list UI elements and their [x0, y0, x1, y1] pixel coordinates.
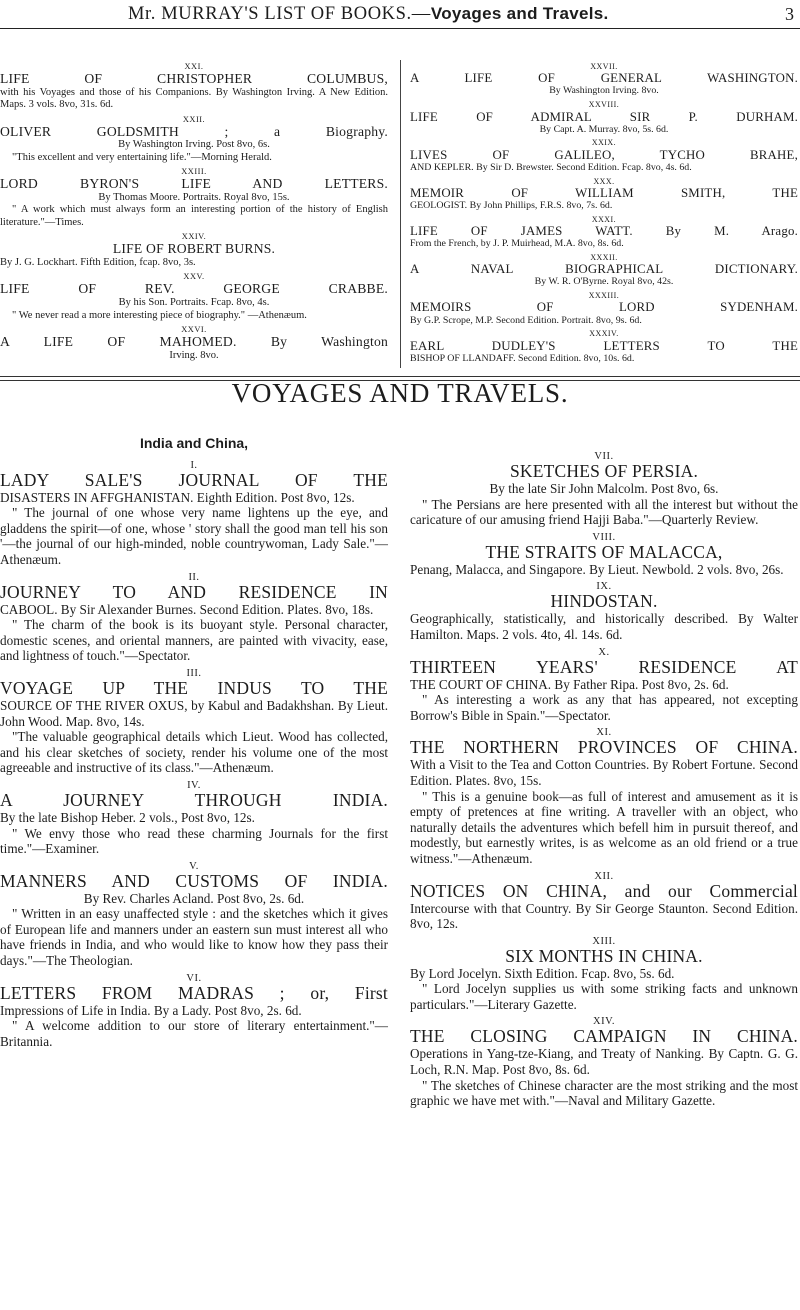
- entry-title: SIX MONTHS IN CHINA.: [505, 945, 703, 966]
- entry-title: THE NORTHERN PROVINCES OF CHINA.: [410, 737, 798, 758]
- entry-title: LADY SALE'S JOURNAL OF THE: [0, 469, 388, 490]
- catalogue-entry: [410, 581, 798, 642]
- entry-title: LIFE OF ADMIRAL SIR P. DURHAM.: [410, 109, 798, 124]
- entry-title: A LIFE OF GENERAL WASHINGTON.: [410, 71, 798, 86]
- entry-review-quote: " A welcome addition to our store of literary entertainment."—Britannia.: [0, 1018, 388, 1049]
- entry-details: DISASTERS IN AFFGHANISTAN. Eighth Edition. Post 8vo, 12s.: [0, 489, 355, 505]
- section-rule: [0, 376, 800, 377]
- entry-numeral: XIII.: [592, 935, 616, 947]
- column-divider: [400, 60, 401, 368]
- catalogue-entry: [410, 330, 798, 364]
- catalogue-entry: [410, 292, 798, 326]
- entry-numeral: VIII.: [592, 531, 616, 543]
- entry-numeral: VII.: [594, 451, 614, 462]
- entry-details: With a Visit to the Tea and Cotton Countries. By Robert Fortune. Second Edition. Plates. 8vo, 15s.: [410, 757, 798, 788]
- catalogue-entry: [410, 1016, 798, 1108]
- biography-column-left: [0, 60, 392, 366]
- entry-title: THE CLOSING CAMPAIGN IN CHINA.: [410, 1026, 798, 1047]
- entry-title: MEMOIR OF WILLIAM SMITH, THE: [410, 185, 798, 200]
- entry-details: SOURCE OF THE RIVER OXUS, by Kabul and Badakhshan. By Lieut. John Wood. Map. 8vo, 14s.: [0, 697, 388, 729]
- entry-title: A LIFE OF MAHOMED. By Washington: [0, 333, 388, 349]
- entry-numeral: XI.: [596, 727, 612, 739]
- entry-title: THE STRAITS OF MALACCA,: [485, 541, 723, 562]
- entry-details: By the late Bishop Heber. 2 vols., Post 8vo, 12s.: [0, 809, 255, 825]
- entry-details: CABOOL. By Sir Alexander Burnes. Second Edition. Plates. 8vo, 18s.: [0, 601, 374, 617]
- catalogue-entry: [410, 871, 798, 932]
- entry-title: LIFE OF CHRISTOPHER COLUMBUS,: [0, 70, 388, 86]
- running-title: [128, 4, 609, 25]
- entry-review-quote: " A work which must always form an interesting portion of the history of English literature."—Times.: [0, 204, 388, 228]
- entry-details: By G.P. Scrope, M.P. Second Edition. Portrait. 8vo, 9s. 6d.: [410, 314, 642, 326]
- entry-numeral: XII.: [594, 870, 614, 882]
- entry-title: HINDOSTAN.: [550, 591, 658, 612]
- entry-title: LORD BYRON'S LIFE AND LETTERS.: [0, 176, 388, 192]
- catalogue-entry: [410, 936, 798, 1013]
- entry-numeral: XXXIV.: [589, 329, 619, 339]
- entry-review-quote: " We never read a more interesting piece of biography." —Athenæum.: [12, 309, 307, 321]
- entry-details: THE COURT OF CHINA. By Father Ripa. Post 8vo, 2s. 6d.: [410, 676, 729, 692]
- catalogue-entry: [410, 178, 798, 212]
- entry-numeral: II.: [188, 571, 200, 583]
- entry-title: LIFE OF ROBERT BURNS.: [112, 241, 276, 257]
- entry-numeral: XXIV.: [181, 232, 207, 242]
- entry-numeral: XXIX.: [591, 138, 617, 148]
- entry-numeral: IX.: [596, 581, 612, 593]
- catalogue-entry: [410, 727, 798, 866]
- catalogue-entry: [410, 139, 798, 173]
- catalogue-entry: [410, 532, 798, 578]
- catalogue-entry: [410, 216, 798, 250]
- entry-details: Impressions of Life in India. By a Lady. Post 8vo, 2s. 6d.: [0, 1002, 302, 1018]
- entry-numeral: XXVIII.: [588, 100, 620, 110]
- catalogue-entry: [0, 973, 388, 1050]
- entry-numeral: XXXII.: [590, 252, 618, 262]
- catalogue-entry: [0, 780, 388, 857]
- catalogue-entry: [410, 647, 798, 724]
- section-heading: VOYAGES AND TRAVELS.: [231, 378, 569, 408]
- catalogue-entry: [0, 273, 388, 322]
- entry-title: SKETCHES OF PERSIA.: [509, 461, 699, 481]
- entry-review-quote: " The sketches of Chinese character are the most striking and the most graphic we have met with."—Naval and Military Gazette.: [410, 1077, 798, 1109]
- section-label: Voyages and Travels.: [430, 4, 609, 23]
- entry-numeral: V.: [189, 860, 199, 872]
- entry-review-quote: "This excellent and very entertaining life."—Morning Herald.: [12, 151, 272, 163]
- entry-title: LIFE OF REV. GEORGE CRABBE.: [0, 281, 388, 297]
- entry-numeral: I.: [190, 459, 198, 471]
- entry-numeral: III.: [186, 667, 202, 679]
- entry-review-quote: " Written in an easy unaffected style : and the sketches which it gives of European life and manners under an eastern sun must interest all who have friends in India, and who would like to know how they pass their days."—The Theologian.: [0, 906, 388, 969]
- entry-details: By Washington Irving. Post 8vo, 6s.: [118, 139, 270, 151]
- sub-heading: India and China,: [139, 435, 249, 451]
- entry-details: From the French, by J. P. Muirhead, M.A. 8vo, 8s. 6d.: [410, 238, 624, 250]
- entry-details: By Washington Irving. 8vo.: [549, 85, 659, 97]
- entry-details: By the late Sir John Malcolm. Post 8vo, 6s.: [489, 481, 719, 496]
- entry-review-quote: " Lord Jocelyn supplies us with some striking facts and unknown particulars."—Literary Gazette.: [410, 981, 798, 1012]
- entry-details: By Rev. Charles Acland. Post 8vo, 2s. 6d.: [83, 890, 305, 906]
- entry-numeral: XXVII.: [590, 62, 618, 71]
- page-header: [0, 0, 800, 30]
- catalogue-entry: [0, 63, 388, 112]
- catalogue-entry: [0, 168, 388, 229]
- running-title-text: Mr. MURRAY'S LIST OF BOOKS.—: [128, 4, 431, 24]
- entry-numeral: XXI.: [184, 62, 204, 71]
- entry-review-quote: " This is a genuine book—as full of interest and amusement as it is empty of pretences at fine writing. A traveller with an object, who naturally details the adventures which befell him in pursuit thereof, and modestly, but earnestly writes, is as welcome as an old friend or a true witness."—Athenæum.: [410, 788, 798, 866]
- entry-title: MEMOIRS OF LORD SYDENHAM.: [410, 300, 798, 315]
- entry-details: GEOLOGIST. By John Phillips, F.R.S. 8vo, 7s. 6d.: [410, 200, 613, 211]
- entry-details: By Thomas Moore. Portraits. Royal 8vo, 15s.: [98, 192, 290, 204]
- catalogue-entry: [410, 63, 798, 97]
- entry-title: JOURNEY TO AND RESIDENCE IN: [0, 581, 388, 602]
- entry-details: By his Son. Portraits. Fcap. 8vo, 4s.: [118, 297, 270, 309]
- entry-title: A NAVAL BIOGRAPHICAL DICTIONARY.: [410, 262, 798, 277]
- catalogue-entry: [0, 460, 388, 568]
- catalogue-entry: [410, 451, 798, 528]
- entry-details: Intercourse with that Country. By Sir George Staunton. Second Edition. 8vo, 12s.: [410, 900, 798, 932]
- page-number: 3: [785, 4, 794, 24]
- entry-details: with his Voyages and those of his Companions. By Washington Irving. A New Edition. Maps. 3 vols. 8vo, 31s. 6d.: [0, 86, 388, 111]
- catalogue-entry: [0, 668, 388, 776]
- header-rule: [0, 28, 800, 29]
- entry-review-quote: " The Persians are here presented with all the interest but without the caricature of our amusing friend Hajji Baba."—Quarterly Review.: [410, 496, 798, 528]
- entry-review-quote: " We envy those who read these charming Journals for the first time."—Examiner.: [0, 825, 388, 857]
- entry-review-quote: " The journal of one whose very name lightens up the eye, and gladdens the spirit—of one, whose ' story shall the good man tell his son '—the journal of our high-minded, noble countrywoman, Lady Sale."—Athenæum.: [0, 505, 388, 567]
- entry-numeral: IV.: [187, 779, 201, 791]
- entry-title: LIFE OF JAMES WATT. By M. Arago.: [410, 224, 798, 239]
- entry-numeral: XXIII.: [181, 167, 207, 177]
- entry-numeral: XIV.: [593, 1016, 615, 1028]
- entry-details: Geographically, statistically, and historically described. By Walter Hamilton. Maps. 2 vols. 4to, 4l. 14s. 6d.: [410, 611, 798, 642]
- entry-title: EARL DUDLEY'S LETTERS TO THE: [410, 338, 798, 353]
- travels-column-left: [0, 436, 392, 1053]
- entry-title: LIVES OF GALILEO, TYCHO BRAHE,: [410, 147, 798, 162]
- entry-review-quote: " The charm of the book is its buoyant style. Personal character, domestic scenes, and oriental manners, are painted with vivacity, ease, and lightness of touch."—Spectator.: [0, 617, 388, 664]
- entry-details: By W. R. O'Byrne. Royal 8vo, 42s.: [534, 276, 674, 288]
- entry-title: LETTERS FROM MADRAS ; or, First: [0, 982, 388, 1003]
- entry-title: VOYAGE UP THE INDUS TO THE: [0, 677, 388, 698]
- entry-numeral: XXX.: [593, 176, 615, 186]
- entry-title: OLIVER GOLDSMITH ; a Biography.: [0, 123, 388, 139]
- entry-details: By Capt. A. Murray. 8vo, 5s. 6d.: [539, 123, 669, 135]
- catalogue-entry: [0, 861, 388, 969]
- entry-numeral: XXXIII.: [588, 291, 620, 301]
- entry-details: Penang, Malacca, and Singapore. By Lieut. Newbold. 2 vols. 8vo, 26s.: [410, 561, 784, 577]
- catalogue-entry: [0, 326, 388, 362]
- catalogue-entry: [0, 572, 388, 664]
- entry-details: By Lord Jocelyn. Sixth Edition. Fcap. 8vo, 5s. 6d.: [410, 965, 675, 981]
- entry-review-quote: "The valuable geographical details which Lieut. Wood has collected, and his clear sketches of society, render his volume one of the most agreeable and instructive of its class."—Athenæum.: [0, 729, 388, 776]
- entry-details: AND KEPLER. By Sir D. Brewster. Second Edition. Fcap. 8vo, 4s. 6d.: [410, 161, 692, 173]
- entry-details: By J. G. Lockhart. Fifth Edition, fcap. 8vo, 3s.: [0, 257, 196, 269]
- entry-numeral: XXXI.: [591, 214, 617, 224]
- biography-column-right: [410, 60, 798, 368]
- entry-numeral: XXII.: [182, 114, 206, 124]
- catalogue-entry: [0, 233, 388, 269]
- entry-numeral: XXV.: [183, 272, 205, 282]
- entry-review-quote: " As interesting a work as any that has appeared, not excepting Borrow's Bible in Spain."—Spectator.: [410, 692, 798, 723]
- entry-numeral: VI.: [186, 972, 202, 984]
- entry-title: A JOURNEY THROUGH INDIA.: [0, 789, 388, 810]
- entry-numeral: XXVI.: [181, 325, 207, 335]
- entry-details: Irving. 8vo.: [169, 349, 219, 361]
- entry-details: BISHOP OF LLANDAFF. Second Edition. 8vo, 10s. 6d.: [410, 352, 635, 364]
- entry-title: NOTICES ON CHINA, and our Commercial: [410, 880, 798, 901]
- catalogue-entry: [0, 116, 388, 165]
- entry-numeral: X.: [598, 646, 610, 658]
- entry-title: THIRTEEN YEARS' RESIDENCE AT: [410, 656, 798, 677]
- catalogue-entry: [410, 254, 798, 288]
- entry-title: MANNERS AND CUSTOMS OF INDIA.: [0, 870, 388, 891]
- travels-column-right: [410, 448, 798, 1113]
- entry-details: Operations in Yang-tze-Kiang, and Treaty of Nanking. By Captn. G. G. Loch, R.N. Map. Post 8vo, 8s. 6d.: [410, 1046, 798, 1078]
- catalogue-entry: [410, 101, 798, 135]
